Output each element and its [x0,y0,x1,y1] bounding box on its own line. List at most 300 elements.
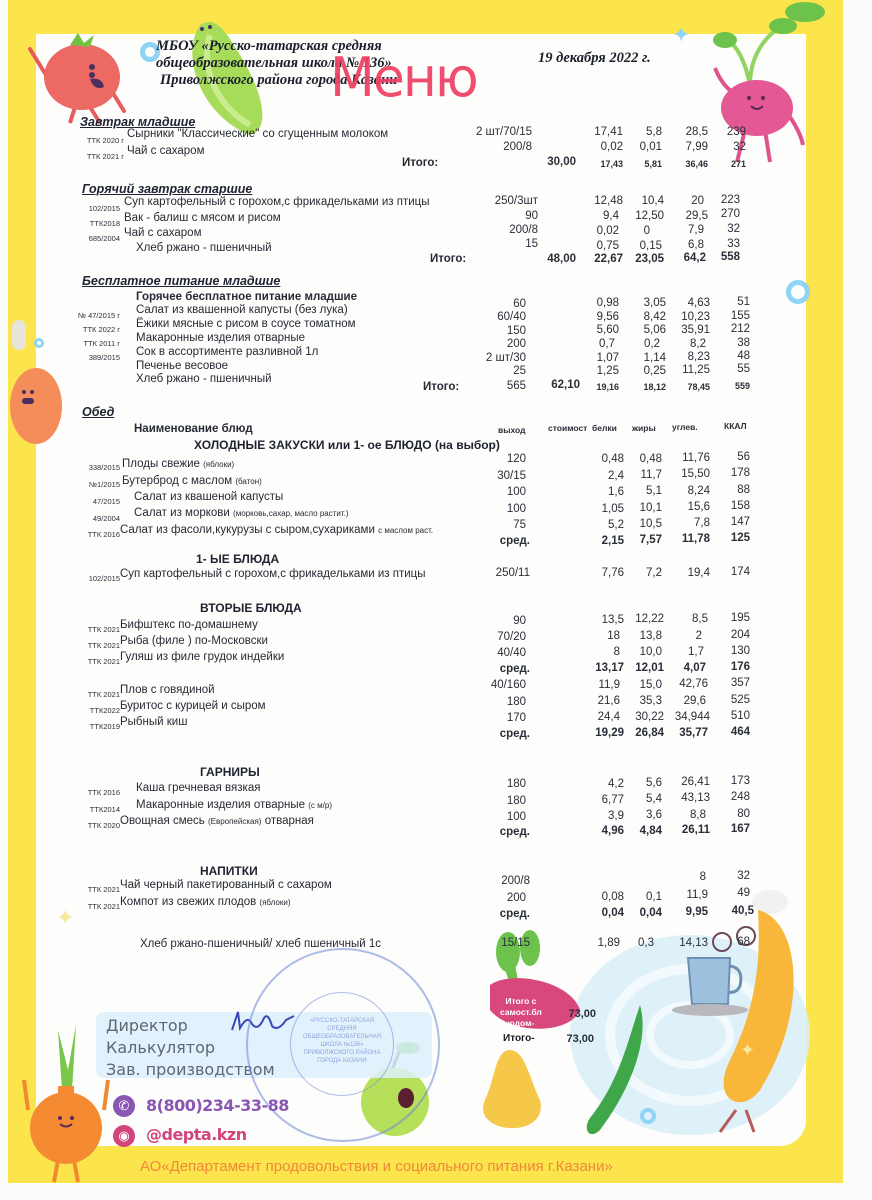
dish-fat: 12,50 [635,210,664,222]
dish-fat: 5,1 [646,485,662,497]
total-label: Итого: [430,253,467,265]
instagram-icon: ◉ [113,1125,135,1147]
dish-name: Плоды свежие [122,458,200,470]
dish-portion: 70/20 [497,631,526,643]
self-total-label-line-3: юдом- [507,1018,535,1028]
dish-name: Овощная смесь [120,815,205,827]
dish-kcal: 32 [727,223,740,235]
dish-kcal: 357 [730,677,750,689]
dish-kcal: 130 [730,645,750,657]
stamp-text-line: ГОРОДА КАЗАНИ [317,1058,367,1064]
average-fat: 0,04 [639,907,662,919]
dish-name: Чай с сахаром [124,227,202,239]
average-label: сред. [499,535,530,547]
dish-note: (яблоки) [259,898,291,907]
tech-card-code: ТТК 2021 [87,902,120,911]
dish-protein: 17,41 [594,126,623,138]
dish-kcal: 38 [737,337,750,349]
dish-portion: 40/40 [497,647,526,659]
dish-protein: 5,60 [596,324,619,336]
dish-fat: 10,4 [641,195,664,207]
dish-portion: 25 [513,365,526,377]
dish-name: Ёжики мясные с рисом в соусе томатном [136,318,356,330]
dish-kcal: 49 [737,887,750,899]
dish-carbs: 42,76 [679,678,708,690]
dish-name: Макаронные изделия отварные [136,332,306,344]
column-header-portion: выход [498,425,526,435]
dish-portion: 200/8 [501,875,530,887]
peapod-character-icon [580,1000,660,1150]
dish-portion: 200 [506,338,526,350]
dish-protein: 0,75 [596,240,619,252]
dish-protein: 18 [607,630,620,642]
dish-protein: 1,05 [601,503,624,515]
tech-card-code: ТТК2019 [89,722,120,731]
dish-carbs: 11,9 [686,889,708,901]
dish-portion: 15/15 [501,937,530,949]
average-carbs: 26,11 [681,824,710,836]
dish-portion: 40/160 [490,679,526,691]
dish-kcal: 88 [737,484,750,496]
dish-protein: 1,25 [596,365,619,377]
dish-fat: 35,3 [639,695,662,707]
section-subtitle: Горячее бесплатное питание младшие [136,291,358,303]
stamp-text-line: ШКОЛА №136» [320,1042,364,1048]
dish-carbs: 8 [699,871,706,883]
total-carbs: 64,2 [683,252,706,264]
self-total-label-line-1: Итого с [505,996,537,1006]
average-kcal: 464 [730,726,750,738]
dish-protein: 0,98 [596,297,619,309]
average-protein: 2,15 [601,535,624,547]
dish-protein: 1,07 [596,352,619,364]
dish-carbs: 26,41 [681,776,710,788]
dish-fat: 7,2 [646,567,662,579]
dish-portion: 180 [506,795,526,807]
page-title: Меню [330,46,477,110]
average-carbs: 9,95 [685,906,708,918]
average-carbs: 11,78 [681,533,710,545]
dish-kcal: 68 [737,936,750,948]
dish-kcal: 56 [737,451,750,463]
dish-fat: 0,15 [639,240,662,252]
total-fat: 5,81 [644,159,662,169]
dish-fat: 15,0 [639,679,662,691]
dish-carbs: 35,91 [681,324,710,336]
average-protein: 4,96 [601,825,624,837]
category-title: ГАРНИРЫ [200,765,260,779]
dish-portion: 200/8 [509,224,538,236]
dish-kcal: 204 [730,629,750,641]
school-name-line-1: МБОУ «Русско-татарская средняя [156,38,382,54]
category-title: ВТОРЫЕ БЛЮДА [200,601,302,615]
stamp-text-line: СРЕДНЯЯ [327,1026,357,1032]
dish-name: Хлеб ржано-пшеничный/ хлеб пшеничный 1с [140,938,382,950]
tech-card-code: ТТК 2021 г [86,152,124,161]
dish-kcal: 248 [730,791,750,803]
dish-name: Чай с сахаром [127,145,205,157]
dish-protein: 6,77 [601,794,624,806]
dish-protein: 13,5 [601,614,624,626]
dish-carbs: 34,944 [674,711,710,723]
average-label: сред. [499,908,530,920]
dish-fat: 0,3 [638,937,654,949]
dish-carbs: 43,13 [681,792,710,804]
dish-carbs: 29,6 [683,695,706,707]
dish-kcal: 212 [730,323,750,335]
tech-card-code: ТТК 2016 [87,530,120,539]
sparkle-decoration: ✦ [672,22,691,47]
dish-name: Макаронные изделия отварные [136,799,306,811]
contact-phone[interactable]: 8(800)234-33-88 [146,1096,289,1115]
dish-kcal: 239 [726,126,746,138]
dish-kcal: 32 [737,870,750,882]
dish-name: Суп картофельный с горохом,с фрикадельками из птицы [124,196,430,208]
dish-kcal: 32 [733,141,746,153]
average-kcal: 167 [730,823,750,835]
dish-protein: 5,2 [608,519,624,531]
total-label: Итого: [423,381,460,393]
dish-portion: 120 [506,453,526,465]
total-label: Итого: [402,157,439,169]
tech-card-code: ТТК 2022 г [82,325,120,334]
dish-name: Буритос с курицей и сыром [120,700,266,712]
dish-protein: 11,9 [598,679,620,691]
dish-kcal: 174 [730,566,750,578]
dish-protein: 12,48 [594,195,623,207]
dish-protein: 4,2 [608,778,624,790]
dish-portion: 250/11 [495,567,530,579]
tech-card-code: ТТК 2016 [87,788,120,797]
tech-card-code: 49/2004 [92,514,120,523]
dish-fat: 11,7 [640,469,662,481]
dish-protein: 9,4 [603,210,619,222]
dish-fat: 12,22 [635,613,664,625]
dish-carbs: 10,23 [681,311,710,323]
dish-portion: 2 шт/70/15 [475,126,532,138]
column-header-name: Наименование блюд [134,423,253,435]
dish-portion: 150 [506,325,526,337]
dish-note: (морковь,сахар, масло растит.) [233,509,349,518]
column-header-fat: жиры [632,423,656,433]
dish-name: Суп картофельный с горохом,с фрикадельками из птицы [120,568,426,580]
total-fat: 18,12 [643,382,666,392]
average-kcal: 40,5 [731,905,754,917]
dish-protein: 9,56 [596,311,619,323]
dish-kcal: 55 [737,363,750,375]
column-header-kcal: ККАЛ [724,421,747,431]
phone-icon: ✆ [113,1095,135,1117]
dish-protein: 21,6 [597,695,620,707]
dish-fat: 0 [643,225,650,237]
dish-note: (яблоки) [203,460,235,469]
dish-carbs: 7,99 [685,141,708,153]
total-kcal: 271 [730,159,746,169]
dish-carbs: 14,13 [679,937,708,949]
dish-carbs: 11,25 [682,364,710,376]
dish-name: Печенье весовое [136,360,229,372]
dish-carbs: 15,6 [687,501,710,513]
tech-card-code: 338/2015 [88,463,120,472]
dish-fat: 8,42 [643,311,666,323]
category-title: ХОЛОДНЫЕ ЗАКУСКИ или 1- ое БЛЮДО (на выбор) [194,438,500,452]
section-title-free-junior: Бесплатное питание младшие [82,274,281,288]
dish-name-suffix: отварная [264,815,314,827]
total-cost: 62,10 [551,379,580,391]
dish-protein: 7,76 [601,567,624,579]
dish-carbs: 7,8 [694,517,710,529]
dish-name: Бифштекс по-домашнему [120,619,258,631]
total-protein: 22,67 [594,253,623,265]
dish-kcal: 51 [737,296,750,308]
dish-portion: 100 [506,503,526,515]
dish-name: Каша гречневая вязкая [136,782,261,794]
stamp-text-line: «РУССКО-ТАТАРСКАЯ [309,1018,375,1024]
dish-portion: 2 шт/30 [485,352,526,364]
column-header-cost: стоимост [548,423,588,433]
dish-fat: 30,22 [635,711,664,723]
dish-protein: 0,02 [600,141,623,153]
dish-carbs: 11,76 [682,452,710,464]
dish-carbs: 8,5 [692,613,708,625]
blue-ring-decoration [786,280,810,304]
dish-name: Хлеб ржано - пшеничный [136,242,272,254]
dish-carbs: 8,2 [690,338,706,350]
tech-card-code: ТТК 2021 [87,885,120,894]
dish-protein: 1,89 [597,937,620,949]
dish-name: Сок в ассортименте разливной 1л [136,346,319,358]
tech-card-code: 685/2004 [88,234,120,243]
dish-name: Салат из квашенной капусты (без лука) [136,304,348,316]
jug-on-tray-icon [670,950,760,1020]
average-fat: 12,01 [635,662,664,674]
tech-card-code: ТТК 2011 г [83,339,120,348]
dish-name: Сырники "Классические" со сгущенным молоком [127,128,389,140]
dish-kcal: 173 [730,775,750,787]
dish-kcal: 223 [720,194,740,206]
grand-total-label: Итого- [503,1033,535,1044]
dish-carbs: 29,5 [685,210,708,222]
dish-carbs: 1,7 [688,646,704,658]
stamp-text-line: ОБЩЕОБРАЗОВАТЕЛЬНАЯ [302,1034,382,1040]
tech-card-code: ТТК 2020 [87,821,120,830]
dish-kcal: 48 [737,350,750,362]
dish-kcal: 33 [727,238,740,250]
tech-card-code: ТТК2018 [89,219,120,228]
dish-note: (с м/р) [308,801,332,810]
total-protein: 17,43 [600,159,623,169]
dish-note: (Европейская) [207,817,262,826]
dish-kcal: 195 [730,612,750,624]
sparkle-decoration: ✦ [740,1040,756,1060]
dish-kcal: 80 [737,808,750,820]
dish-protein: 0,08 [601,891,624,903]
section-title-lunch: Обед [82,405,115,419]
total-carbs: 36,46 [685,159,708,169]
blue-ring-decoration [640,1108,656,1124]
signature-production-head: Зав. производством [106,1060,275,1079]
dish-portion: 170 [506,712,526,724]
section-title-breakfast-junior: Завтрак младшие [80,115,196,129]
pear-character-icon [465,1040,555,1150]
dish-fat: 0,25 [643,365,666,377]
dish-fat: 13,8 [639,630,662,642]
average-kcal: 125 [730,532,750,544]
dish-protein: 0,02 [596,225,619,237]
dish-carbs: 20 [691,195,704,207]
dish-name: Хлеб ржано - пшеничный [136,373,272,385]
sparkle-decoration: ✦ [56,905,75,930]
tech-card-code: ТТК 2020 г [86,136,124,145]
category-title: НАПИТКИ [200,864,258,878]
tech-card-code: №1/2015 [89,480,120,489]
dish-fat: 10,5 [639,518,662,530]
dish-portion: 90 [513,615,526,627]
tech-card-code: ТТК 2021 [87,690,120,699]
dish-kcal: 158 [730,500,750,512]
dish-protein: 3,9 [608,810,624,822]
dish-fat: 5,8 [646,126,662,138]
dish-fat: 0,48 [639,453,662,465]
dish-protein: 0,7 [599,338,615,350]
dish-fat: 10,0 [639,646,662,658]
dish-portion: 90 [525,210,538,222]
average-protein: 13,17 [595,662,624,674]
tech-card-code: 102/2015 [88,574,120,583]
dish-portion: 15 [525,238,538,250]
dish-carbs: 8,24 [687,485,710,497]
dish-fat: 0,1 [646,891,662,903]
tech-card-code: ТТК 2021 [87,657,120,666]
dish-carbs: 19,4 [687,567,710,579]
section-title-breakfast-senior: Горячий завтрак старшие [82,182,253,196]
dish-fat: 0,2 [644,338,660,350]
category-title: 1- ЫЕ БЛЮДА [196,552,280,566]
self-total-value: 73,00 [568,1008,596,1020]
dish-fat: 5,06 [643,324,666,336]
average-label: сред. [499,826,530,838]
dish-kcal: 155 [730,310,750,322]
dish-carbs: 28,5 [685,126,708,138]
grand-total-value: 73,00 [566,1033,594,1045]
dish-fat: 5,6 [646,777,662,789]
dish-portion: 100 [506,811,526,823]
average-label: сред. [499,663,530,675]
dish-carbs: 7,9 [688,224,704,236]
dish-kcal: 147 [730,516,750,528]
dish-kcal: 178 [730,467,750,479]
dish-note: с маслом раст. [378,526,434,535]
dish-name: Салат из квашеной капусты [134,491,284,503]
school-name-line-3: Приволжского района города Казани [160,72,398,88]
average-fat: 7,57 [639,534,662,546]
tomato-character-icon [20,15,130,125]
contact-instagram[interactable]: @depta.kzn [146,1125,247,1144]
dish-fat: 3,05 [643,297,666,309]
tech-card-code: 47/2015 [92,497,120,506]
dish-portion: 200 [506,892,526,904]
dish-name: Рыба (филе ) по-Московски [120,635,268,647]
dish-portion: 180 [506,778,526,790]
dish-portion: 30/15 [497,470,526,482]
dish-carbs: 15,50 [681,468,710,480]
signature-director: Директор [106,1016,188,1035]
dish-portion: 250/3шт [494,195,538,207]
dish-name: Компот из свежих плодов [120,896,257,908]
dish-protein: 24,4 [597,711,620,723]
column-header-protein: белки [592,423,617,433]
dish-carbs: 8,23 [687,351,710,363]
average-protein: 19,29 [595,727,624,739]
dish-kcal: 525 [730,694,750,706]
dish-portion: 180 [506,696,526,708]
total-carbs: 78,45 [687,382,710,392]
total-portion: 565 [506,380,526,392]
dish-fat: 3,6 [646,809,662,821]
dish-carbs: 2 [695,630,702,642]
total-cost: 48,00 [547,253,576,265]
average-carbs: 35,77 [679,727,708,739]
tech-card-code: 102/2015 [88,204,120,213]
tech-card-code: ТТК 2021 [87,625,120,634]
dish-note: (батон) [235,477,262,486]
dish-name: Плов с говядиной [120,684,215,696]
dish-carbs: 4,63 [687,297,710,309]
tech-card-code: 389/2015 [88,353,120,362]
dish-kcal: 270 [720,208,740,220]
signature-calculator: Калькулятор [106,1038,216,1057]
tech-card-code: № 47/2015 г [77,311,120,320]
dish-portion: 200/8 [503,141,532,153]
self-total-label-line-2: самост.бл [500,1007,542,1017]
total-cost: 30,00 [547,156,576,168]
dish-fat: 0,01 [639,141,662,153]
total-fat: 23,05 [635,253,664,265]
dish-fat: 10,1 [639,502,662,514]
average-carbs: 4,07 [683,662,706,674]
school-name-line-2: общеобразовательная школа № 136» [156,55,392,71]
dish-portion: 60/40 [497,311,526,323]
tech-card-code: ТТК2014 [89,805,120,814]
dish-kcal: 510 [730,710,750,722]
footer-organization: АО«Департамент продовольствия и социального питания г.Казани» [140,1158,613,1175]
dish-fat: 1,14 [643,352,666,364]
column-header-carbs: углев. [672,422,698,432]
dish-name: Гуляш из филе грудок индейки [120,651,285,663]
dish-protein: 1,6 [608,486,624,498]
dish-protein: 2,4 [608,470,624,482]
dish-name: Салат из фасоли,кукурузы с сыром,сухариками [120,524,375,536]
dish-name: Чай черный пакетированный с сахаром [120,879,332,891]
dish-name: Бутерброд с маслом [122,475,233,487]
tech-card-code: ТТК2022 [89,706,120,715]
dish-name: Вак - балиш с мясом и рисом [124,212,281,224]
dish-portion: 100 [506,486,526,498]
menu-date: 19 декабря 2022 г. [538,50,651,66]
stamp-text-line: ПРИВОЛЖСКОГО РАЙОНА [303,1050,381,1056]
dish-carbs: 6,8 [688,239,704,251]
average-fat: 4,84 [639,825,662,837]
dish-fat: 5,4 [646,793,662,805]
dish-protein: 8 [613,646,620,658]
average-protein: 0,04 [601,907,624,919]
total-protein: 19,16 [596,382,619,392]
tech-card-code: ТТК 2021 [87,641,120,650]
average-label: сред. [499,728,530,740]
dish-name: Салат из моркови [134,507,230,519]
total-kcal: 558 [720,251,740,263]
dish-portion: 75 [513,519,526,531]
